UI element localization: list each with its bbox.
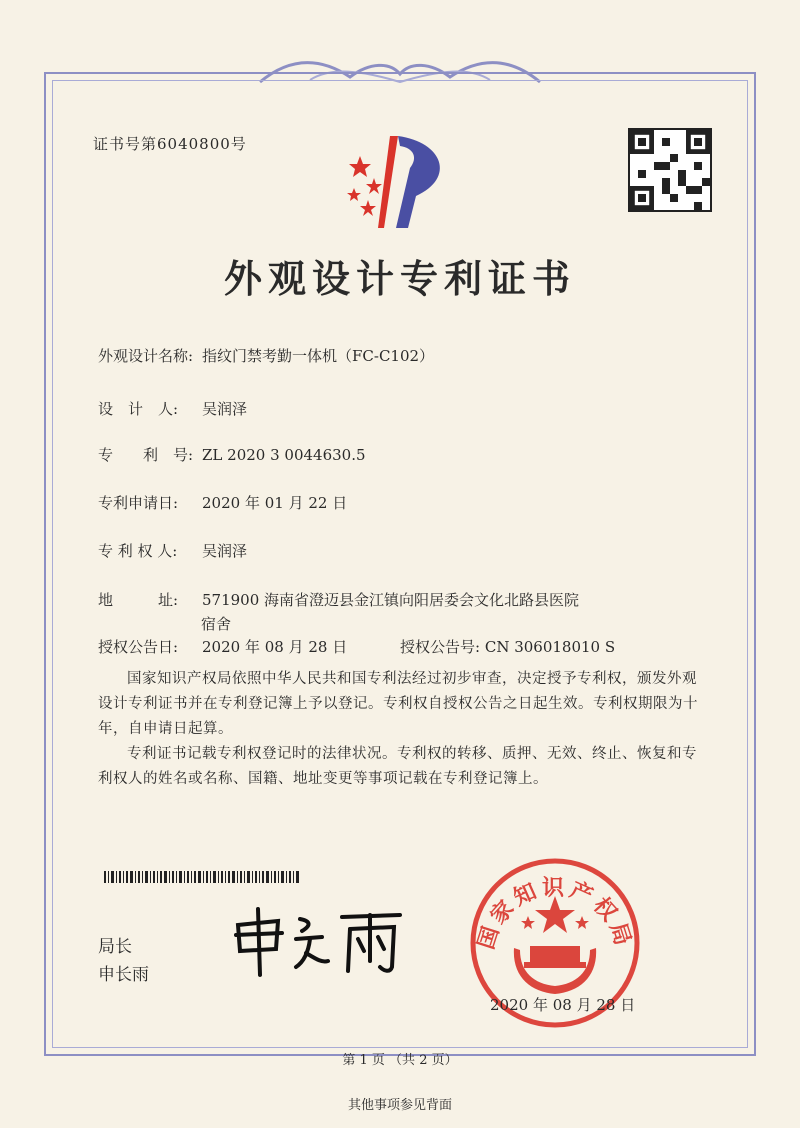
design-name-value: 指纹门禁考勤一体机（FC-C102） — [202, 347, 435, 365]
patentee-value: 吴润泽 — [202, 542, 248, 560]
address-value: 571900 海南省澄迈县金江镇向阳居委会文化北路县医院 — [202, 591, 580, 609]
application-date-value: 2020 年 01 月 22 日 — [202, 494, 348, 512]
address-label: 地 址: — [98, 591, 179, 609]
address-field — [98, 589, 579, 610]
patent-logo — [338, 128, 468, 236]
barcode — [104, 871, 302, 883]
designer-field — [98, 398, 247, 419]
qr-code — [628, 128, 712, 212]
document-title: 外观设计专利证书 — [223, 256, 576, 301]
patentee-label: 专 利 权 人: — [98, 542, 178, 560]
grant-date-value: 2020 年 08 月 28 日 — [202, 638, 348, 656]
seal-date: 2020 年 08 月 28 日 — [490, 996, 636, 1014]
page-number: 第 1 页 （共 2 页） — [342, 1053, 458, 1068]
grant-date-field — [98, 636, 347, 657]
seal-text: 国家知识产权局 — [472, 874, 638, 953]
statement-paragraph: 专利证书记载专利权登记时的法律状况。专利权的转移、质押、无效、终止、恢复和专利权人的姓名或名称、国籍、地址变更等事项记载在专利登记簿上。 — [98, 746, 697, 787]
patent-number-field — [98, 444, 366, 465]
signatory-role: 局长 — [98, 937, 132, 957]
grant-number-field — [400, 636, 615, 657]
footer-note: 其他事项参见背面 — [347, 1098, 452, 1113]
application-date-field — [98, 492, 347, 513]
patent-number-label: 专 利 号: — [98, 446, 194, 464]
grant-number-label: 授权公告号: — [400, 638, 481, 656]
grant-date-label: 授权公告日: — [98, 638, 179, 656]
handwritten-signature — [230, 905, 405, 977]
statement-paragraph: 国家知识产权局依照中华人民共和国专利法经过初步审查，决定授予专利权，颁发外观设计专利证书并在专利登记簿上予以登记。专利权自授权公告之日起生效。专利权期限为十年，自申请日起算。 — [98, 671, 698, 737]
design-name-label: 外观设计名称: — [98, 347, 194, 365]
design-name-field — [98, 345, 434, 366]
address-value-line2: 宿舍 — [201, 615, 232, 633]
application-date-label: 专利申请日: — [98, 494, 179, 512]
grant-number-value: CN 306018010 S — [484, 638, 616, 656]
certificate-number: 证书号第6040800号 — [93, 135, 247, 153]
designer-label: 设 计 人: — [98, 400, 179, 418]
designer-value: 吴润泽 — [202, 400, 248, 418]
patentee-field — [98, 540, 247, 561]
signatory-name: 申长雨 — [98, 965, 149, 985]
patent-number-value: ZL 2020 3 0044630.5 — [202, 446, 366, 464]
